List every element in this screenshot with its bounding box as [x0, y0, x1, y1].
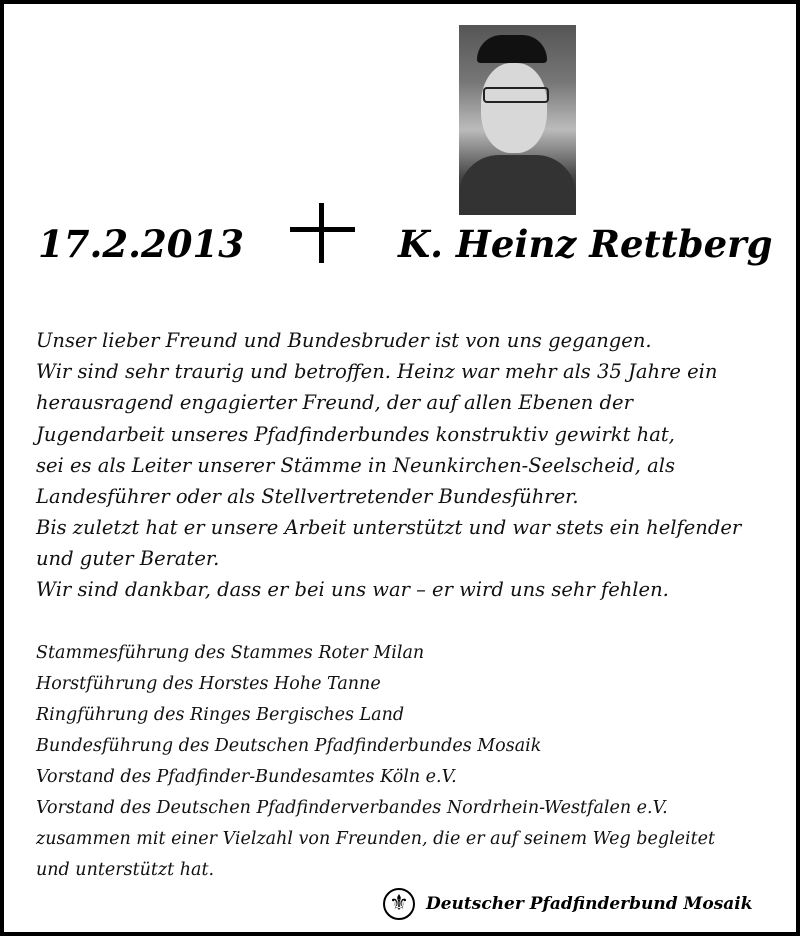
- cap: [477, 35, 547, 63]
- glasses: [483, 87, 549, 103]
- text-line: Wir sind sehr traurig und betroffen. Heinz war mehr als 35 Jahre ein: [36, 360, 718, 383]
- cross-icon: [319, 203, 324, 263]
- portrait-photo: [459, 25, 576, 215]
- signature-line: Horstführung des Horstes Hohe Tanne: [36, 674, 381, 694]
- fleur-de-lis-icon: ⚜: [383, 888, 415, 920]
- signature-line: Vorstand des Deutschen Pfadfinderverbandes Nordrhein-Westfalen e.V.: [36, 798, 668, 818]
- text-line: Bis zuletzt hat er unsere Arbeit unterstützt und war stets ein helfender: [36, 516, 742, 539]
- text-line: Unser lieber Freund und Bundesbruder ist von uns gegangen.: [36, 329, 652, 352]
- signature-line: Ringführung des Ringes Bergisches Land: [36, 705, 405, 725]
- text-line: und guter Berater.: [36, 547, 220, 570]
- signature-line: Bundesführung des Deutschen Pfadfinderbundes Mosaik: [36, 736, 542, 756]
- text-line: herausragend engagierter Freund, der auf allen Ebenen der: [36, 391, 633, 414]
- signature-line: Vorstand des Pfadfinder-Bundesamtes Köln e.V.: [36, 767, 457, 787]
- text-line: Jugendarbeit unseres Pfadfinderbundes konstruktiv gewirkt hat,: [36, 423, 675, 446]
- shoulders: [459, 155, 576, 215]
- organization-name: Deutscher Pfadfinderbund Mosaik: [426, 894, 753, 914]
- signature-line: Stammesführung des Stammes Roter Milan: [36, 643, 425, 663]
- signature-line: zusammen mit einer Vielzahl von Freunden, die er auf seinem Weg begleitet: [36, 829, 716, 849]
- text-line: sei es als Leiter unserer Stämme in Neunkirchen-Seelscheid, als: [36, 454, 675, 477]
- deceased-name: K. Heinz Rettberg: [398, 222, 773, 266]
- text-line: Wir sind dankbar, dass er bei uns war – er wird uns sehr fehlen.: [36, 578, 669, 601]
- text-line: Landesführer oder als Stellvertretender Bundesführer.: [36, 485, 579, 508]
- death-date: 17.2.2013: [38, 222, 244, 266]
- signature-line: und unterstützt hat.: [36, 860, 215, 880]
- face: [481, 63, 547, 153]
- cross-icon-bar: [290, 227, 355, 232]
